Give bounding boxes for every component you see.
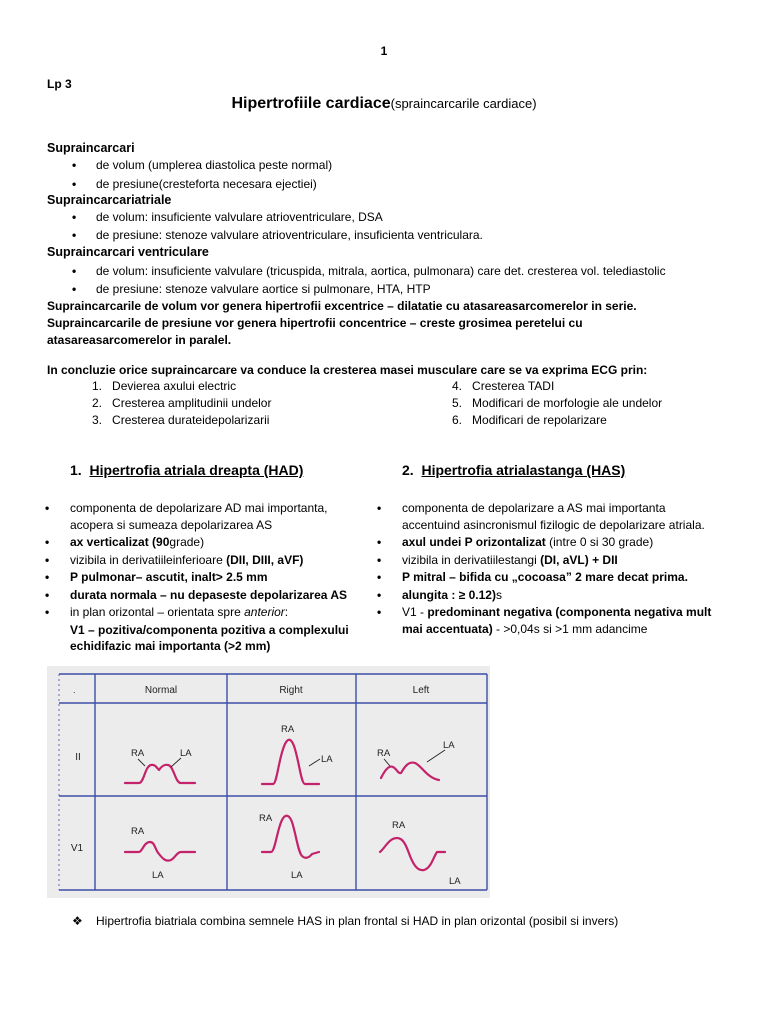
label-la: LA [291, 870, 303, 881]
numbered-item: 2. Cresterea amplitudinii undelor [92, 396, 272, 410]
numbered-item: 3. Cresterea durateidepolarizarii [92, 413, 270, 427]
list-item: • P mitral – bifida cu „cocoasa” 2 mare decat prima. [377, 570, 688, 584]
numbered-item: 1. Devierea axului electric [92, 379, 237, 393]
list-item: • de volum: insuficiente valvulare (tricuspida, mitrala, aortica, pulmonara) care det. cresterea vol. telediastolic [96, 264, 666, 278]
corner-dot: . [73, 685, 76, 695]
list-item: • vizibila in derivatiileinferioare (DII, DIII, aVF) [45, 552, 304, 567]
list-item: • alungita : ≥ 0.12)s [377, 587, 502, 602]
page-number: 1 [380, 44, 388, 58]
p-wave-diagram [47, 666, 490, 898]
diamond-bullet-icon: ❖ [72, 914, 83, 928]
label-ra: RA [131, 748, 145, 759]
section-heading: Supraincarcari ventriculare [47, 245, 209, 259]
paragraph-pressure: Supraincarcarile de presiune vor genera hipertrofii concentrice – creste grosimea peretelui cu atasareasarcomerelor in paralel. [47, 316, 583, 347]
has-list [377, 500, 712, 638]
column-header-right: Right [279, 685, 303, 696]
had-list [45, 500, 370, 656]
label-ra: RA [281, 724, 295, 735]
list-item: • de volum: insuficiente valvulare atrioventriculare, DSA [96, 210, 383, 224]
list-item: • de volum (umplerea diastolica peste normal) [96, 158, 332, 172]
numbered-item: 5. Modificari de morfologie ale undelor [452, 396, 663, 410]
label-la: LA [443, 740, 455, 751]
row-header-v1: V1 [70, 843, 84, 854]
label-ra: RA [131, 826, 145, 837]
list-item: • componenta de depolarizare a AS mai importanta accentuind asincronismul fizilogic de depolarizare atriala. [377, 501, 705, 532]
list-item: • vizibila in derivatiilestangi (DI, aVL) + DII [377, 552, 618, 567]
label-ra: RA [377, 748, 391, 759]
list-item: • ax verticalizat (90grade) [45, 535, 205, 549]
list-item: • axul undei P orizontalizat (intre 0 si 30 grade) [377, 535, 654, 549]
list-item: • durata normala – nu depaseste depolarizarea AS [45, 587, 347, 602]
conclusion: In concluzie orice supraincarcare va conduce la cresterea masei musculare care se va exprima ECG prin: [47, 363, 648, 377]
label-la: LA [180, 748, 192, 759]
column-header-left: Left [412, 685, 430, 696]
label-la: LA [152, 870, 164, 881]
column-header-normal: Normal [144, 685, 178, 696]
list-item: • V1 - predominant negativa (componenta negativa mult mai accentuata) - >0,04s si >1 mm adancime [377, 605, 712, 636]
page-title [0, 95, 768, 113]
label-ra: RA [259, 813, 273, 824]
numbered-item: 6. Modificari de repolarizare [452, 413, 607, 427]
row-header-ii: II [75, 752, 81, 763]
p-wave-figure [47, 666, 490, 898]
footer-note: ❖ Hipertrofia biatriala combina semnele HAS in plan frontal si HAD in plan orizontal (posibil si invers) [72, 914, 619, 928]
list-item: • de presiune: stenoze valvulare aortice si pulmonare, HTA, HTP [96, 282, 431, 296]
list-item: • P pulmonar– ascutit, inalt> 2.5 mm [45, 570, 268, 584]
label-la: LA [449, 876, 461, 887]
list-item: • in plan orizontal – orientata spre anterior: [45, 605, 289, 619]
label-ra: RA [392, 820, 406, 831]
section-heading: Supraincarcariatriale [47, 193, 172, 207]
numbered-item: 4. Cresterea TADI [452, 379, 555, 393]
list-item: • componenta de depolarizare AD mai importanta, acopera si sumeaza depolarizarea AS [45, 501, 328, 532]
lesson-label: Lp 3 [47, 77, 72, 91]
list-item: • de presiune(cresteforta necesara ejectiei) [96, 177, 317, 191]
label-la: LA [321, 754, 333, 765]
title-sub: (spraincarcarile cardiace) [390, 96, 537, 111]
list-item: • de presiune: stenoze valvulare atrioventriculare, insuficienta ventriculara. [96, 228, 483, 242]
title-main: Hipertrofiile cardiace [231, 95, 391, 112]
had-heading: 1. Hipertrofia atriala dreapta (HAD) [70, 462, 304, 478]
paragraph-volume: Supraincarcarile de volum vor genera hipertrofii excentrice – dilatatie cu atasareasarcomerelor in serie. [47, 299, 637, 313]
section-heading: Supraincarcari [47, 141, 135, 155]
has-heading: 2. Hipertrofia atrialastanga (HAS) [402, 462, 626, 478]
v1-note: V1 – pozitiva/componenta pozitiva a complexului echidifazic mai importanta (>2 mm) [70, 622, 349, 653]
